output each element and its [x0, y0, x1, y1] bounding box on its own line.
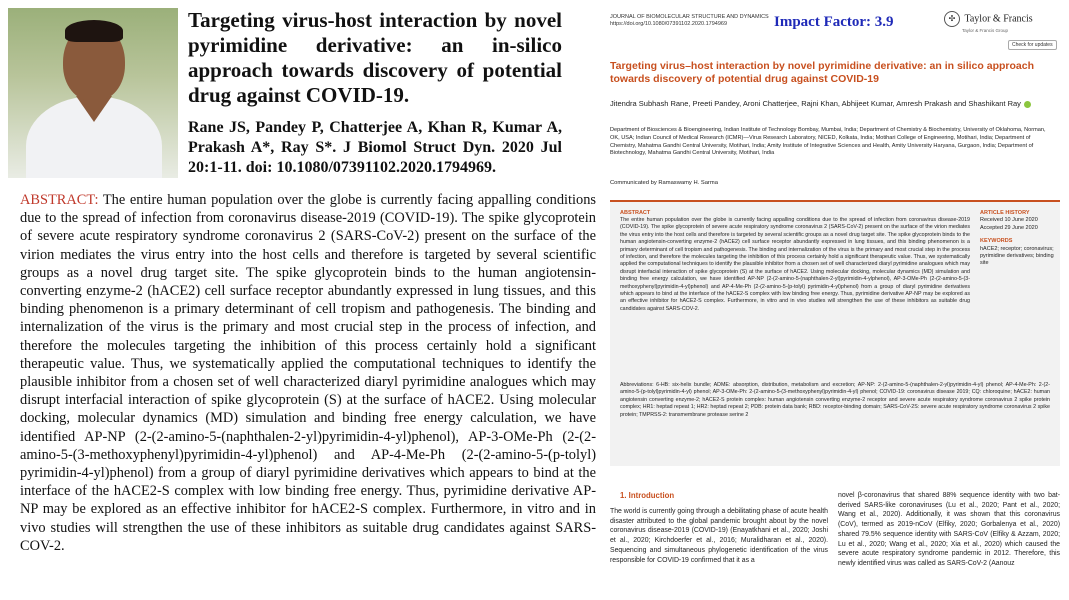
intro-heading: 1. Introduction: [620, 491, 675, 500]
orcid-icon: [1024, 101, 1031, 108]
accepted-date: Accepted 29 June 2020: [980, 224, 1038, 231]
paper-authors: [610, 98, 1050, 109]
article-sidebar: [980, 210, 1060, 268]
photo-hair: [65, 20, 123, 42]
paper-abstract-box: [610, 200, 1060, 466]
paper-page-image: [606, 0, 1069, 600]
publisher-logo-icon: ✣: [944, 11, 960, 27]
keywords-heading: KEYWORDS: [980, 238, 1013, 245]
abstract-text: The entire human population over the globe is currently facing appalling conditions due to the spread of infection from coronavirus disease-2019 (COVID-19). The spike glycoprotein of severe acute respiratory syndrome coronavirus 2 (SARS-CoV-2) present on the surface of the virion mediates the virus entry into the host cells and therefore is targeted by several scientific groups as a novel drug target site. The spike glycoprotein binds to the human angiotensin-converting enzyme-2 (hACE2) cell surface receptor abundantly expressed in lung tissues, and this binding phenomenon is a primary determinant of cell tropism and pathogenesis. The binding and internalization of the virus is the primary and most crucial step in the process of infection, and therefore the molecules targeting the inhibition of this process certainly hold a significant therapeutic value. Thus, we systematically applied the computational techniques to identify the plausible inhibitor from a chosen set of well characterized diaryl pyrimidine analogues which may disrupt interfacial interaction of spike glycoprotein (S) at the surface of hACE2. Using molecular docking, molecular dynamics (MD) simulation and binding free energy calculation, we have identified AP-NP (2-(2-amino-5-(naphthalen-2-yl)pyrimidin-4-yl)phenol), AP-3-OMe-Ph (2-(2-amino-5-(3-methoxyphenyl)pyrimidin-4-yl)phenol) and AP-4-Me-Ph (2-(2-amino-5-(p-tolyl) pyrimidin-4-yl)phenol) from a group of diaryl pyrimidine derivatives which appears to bind at the interface of the hACE2-S complex with low binding free energy. Thus, pyrimidine derivative AP-NP may be explored as an effective inhibitor for hACE2-S complex. Furthermore, in vitro and in vivo studies will strengthen the use of these inhibitors as suitable drug candidates against SARS-COV-2.: [20, 192, 596, 554]
intro-column-2: novel β-coronavirus that shared 88% sequence identity with two bat-derived SARS-like coronaviruses (Lu et al., 2020; Pant et al., 2020; Wang et al., 2020). Additionally, it was shown that this coronavirus (CoV), termed as 2019-nCoV (Elfiky, 2020; Gorbalenya et al., 2020) shared 79.5% sequence identity with SARS-CoV (Elfiky & Azzam, 2020; Lu et al., 2020; Wang et al., 2020; Xia et al., 2020) which caused the severe acute respiratory syndrome pandemic in 2012. Therefore, this newly identified virus was called as SARS-CoV-2 (Aanouz: [838, 492, 1060, 567]
check-updates-button[interactable]: Check for updates: [1008, 40, 1057, 50]
intro-column-1: The world is currently going through a debilitating phase of acute health disaster attributed to the global pandemic brought about by the novel coronavirus disease-2019 (COVID-19) (Enayatkhani et al., 2020; Joshi et al., 2020; Kirchdoerfer et al., 2016; Muralidharan et al., 2020). Sequencing and simultaneous phylogenetic identification of the virus responsible for COVID-19 confirmed that it as a: [610, 508, 828, 564]
citation: Rane JS, Pandey P, Chatterjee A, Khan R, Kumar A, Prakash A*, Ray S*. J Biomol Struct Dyn. 2020 Jul 20:1-11. doi: 10.1080/07391102.2020.1794969.: [188, 119, 562, 176]
paper-title: Targeting virus–host interaction by novel pyrimidine derivative: an in silico approach towards discovery of potential drug against COVID-19: [610, 60, 1034, 85]
authors-text: Jitendra Subhash Rane, Preeti Pandey, Aroni Chatterjee, Rajni Khan, Abhijeet Kumar, Amresh Prakash and Shashikant Ray: [610, 99, 1021, 108]
publisher-logo: [944, 10, 1033, 33]
journal-info: [610, 14, 769, 28]
paper-abstract-heading: ABSTRACT: [620, 210, 651, 216]
impact-factor: Impact Factor: 3.9: [774, 14, 894, 30]
paper-abstract-text: The entire human population over the globe is currently facing appalling conditions due to the spread of infection from coronavirus disease-2019 (COVID-19). The spike glycoprotein of severe acute respiratory syndrome coronavirus 2 (SARS-CoV-2) present on the surface of the virion mediates the virus entry into the host cells and therefore is targeted by several scientific groups as a novel drug target site. The spike glycoprotein binds to the human angiotensin-converting enzyme-2 (hACE2) cell surface receptor abundantly expressed in lung tissues, and this binding phenomenon is a primary determinant of cell tropism and pathogenesis. The binding and internalization of the virus is the primary and most crucial step in the process of infection, and therefore the molecules targeting the inhibition of this process certainly hold a significant therapeutic value. Thus, we systematically applied the computational techniques to identify the plausible inhibitor from a chosen set of well characterized diaryl pyrimidine analogues which may disrupt interfacial interaction of spike glycoprotein (S) at the surface of hACE2. Using molecular docking, molecular dynamics (MD) simulation and binding free energy calculation, we have identified AP-NP (2-(2-amino-5-(naphthalen-2-yl)pyrimidin-4-ylphenol), AP-3-OMe-Ph (2-(2-amino-5-(3-methoxyphenyl)pyrimidin-4-yl)phenol) and AP-4-Me-Ph (2-(2-amino-5-(p-tolyl) pyrimidin-4-yl)phenol) from a group of diaryl pyrimidine derivatives which appears to bind at the interface of the hACE2-S complex with low binding free energy. Thus, pyrimidine derivative AP-NP may be explored as an effective inhibitor for hACE2-S complex. Furthermore, in vitro and in vivo studies will strengthen the use of these inhibitors as suitable drug candidates against SARS-COV-2.: [620, 217, 970, 312]
abstract-label: ABSTRACT:: [20, 192, 99, 208]
publisher-group: Taylor & Francis Group: [962, 28, 1009, 33]
keywords: hACE2; receptor; coronavirus; pyrimidine derivatives; binding site: [980, 245, 1054, 267]
article-title: Targeting virus-host interaction by novel pyrimidine derivative: an in-silico approach towards discovery of potential drug against COVID-19.: [188, 8, 562, 107]
journal-doi: https://doi.org/10.1080/07391102.2020.1794969: [610, 21, 728, 27]
abbreviations: Abbreviations: 6-HB: six-helix bundle; ADME: absorption, distribution, metabolism and excretion; AP-NP: 2-(2-amino-5-(naphthalen-2-yl)pyrimidin-4-yl) phenol; AP-4-Me-Ph: 2-(2-amino-5-(p-tolyl)pyrimidin-4-yl) phenol; AP-3-OMe-Ph: 2-(2-amino-5-(3-methoxyphenyl)pyrimidin-4-yl) phenol; COVID-19: coronavirus disease 2019; CQ: chloroquine; hACE2: human angiotensin converting enzyme-2; hACE2-S protein complex: human angiotensin converting enzyme-2 receptor and severe acute respiratory syndrome coronavirus 2 spike protein complex; HR1: heptad repeat 1; HR2: heptad repeat 2; PDB: protein data bank; RBD: receptor-binding domain; SARS-CoV-2S: severe acute respiratory syndrome coronavirus 2 spike protein; TMPRSS-2: transmembrane protease serine 2: [620, 382, 1050, 418]
journal-name: JOURNAL OF BIOMOLECULAR STRUCTURE AND DYNAMICS: [610, 14, 769, 20]
author-photo: [8, 8, 178, 178]
publisher-name: Taylor & Francis: [964, 13, 1033, 25]
paper-affiliations: Department of Biosciences & Bioengineering, Indian Institute of Technology Bombay, Mumbai, India; Department of Chemistry & Biochemistry, University of Oklahoma, Norman, OK, USA; Indian Council of Medical Research (ICMR)—Virus Research Laboratory, NICED, Kolkata, India; Motihari College of Engineering, Motihari, India; Department of Chemistry, Mahatma Gandhi Central University, Motihari, India; Amity Institute of Integrative Sciences and Health, Amity University Haryana, Gurgaon, India; Department of Biotechnology, Mahatma Gandhi Central University, Motihari, India: [610, 127, 1046, 157]
received-date: Received 10 June 2020: [980, 217, 1038, 224]
article-history-heading: ARTICLE HISTORY: [980, 210, 1030, 216]
abstract-block: [20, 191, 596, 555]
communicated-by: Communicated by Ramaswamy H. Sarma: [610, 180, 718, 186]
